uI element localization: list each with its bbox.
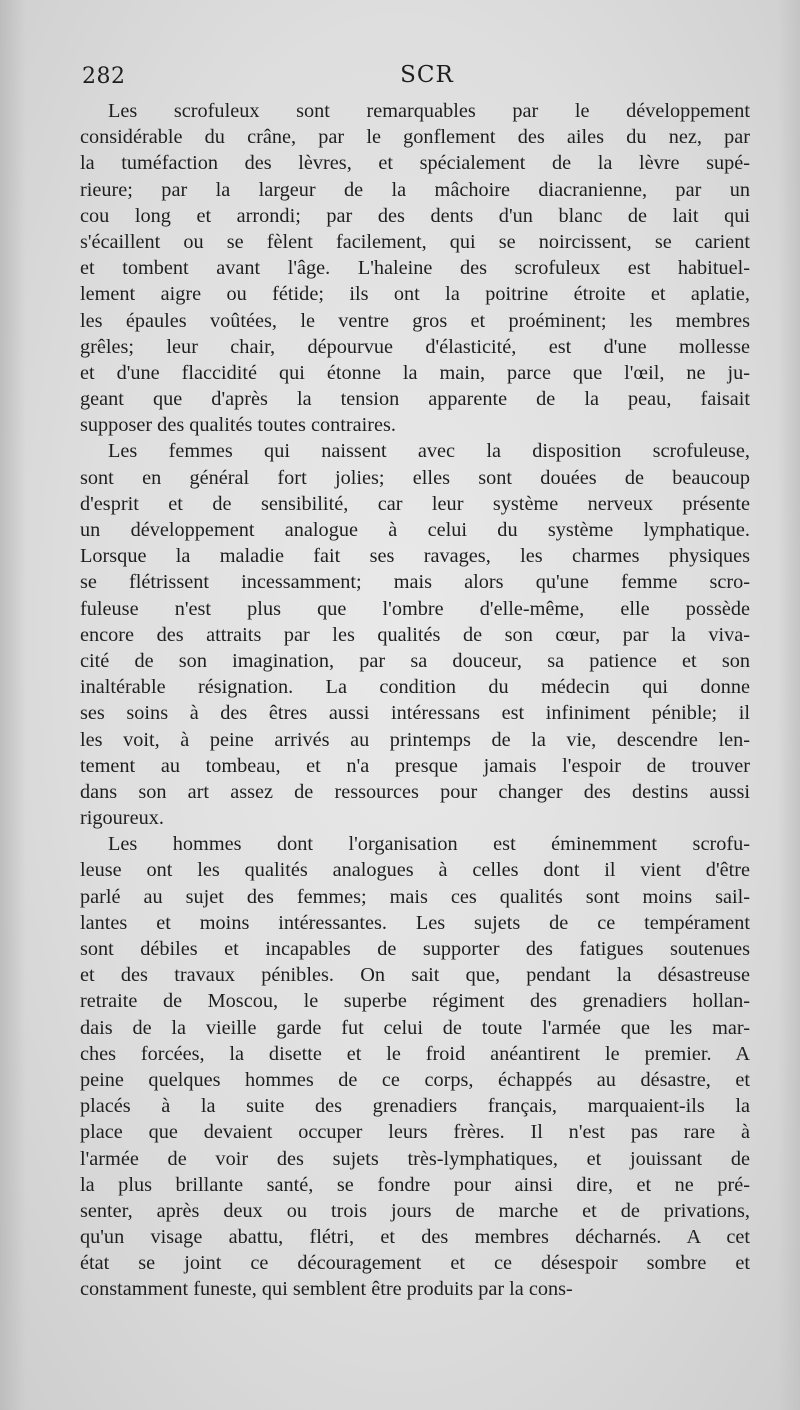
text-line: place que devaient occuper leurs frères. Il n'est pas rare à <box>80 1121 750 1144</box>
text-line: Les scrofuleux sont remarquables par le développement <box>108 100 750 122</box>
text-line: tement au tombeau, et n'a presque jamais l'espoir de trouver <box>80 754 750 777</box>
paragraph-1 <box>80 98 750 438</box>
text-line: senter, après deux ou trois jours de marche et de privations, <box>80 1199 750 1222</box>
text-line: leuse ont les qualités analogues à celles dont il vient d'être <box>80 859 750 882</box>
paragraph-3 <box>80 831 750 1302</box>
text-line: un développement analogue à celui du système lymphatique. <box>80 519 750 541</box>
text-line: rieure; par la largeur de la mâchoire diacranienne, par un <box>80 178 750 201</box>
running-head <box>82 62 750 96</box>
text-line: Les hommes dont l'organisation est éminemment scrofu- <box>108 833 750 856</box>
text-line: lement aigre ou fétide; ils ont la poitrine étroite et aplatie, <box>80 283 750 306</box>
text-line: fuleuse n'est plus que l'ombre d'elle-même, elle possède <box>80 597 750 620</box>
text-line: sont en général fort jolies; elles sont douées de beaucoup <box>80 466 750 489</box>
page-number: 282 <box>82 64 126 89</box>
text-line: inaltérable résignation. La condition du médecin qui donne <box>80 676 750 699</box>
text-line: lantes et moins intéressantes. Les sujets de ce tempérament <box>80 911 750 934</box>
paragraph-2 <box>80 438 750 831</box>
text-line: grêles; leur chair, dépourvue d'élasticité, est d'une mollesse <box>80 335 750 358</box>
text-line: Les femmes qui naissent avec la disposition scrofuleuse, <box>108 440 750 463</box>
text-line: se flétrissent incessamment; mais alors qu'une femme scro- <box>80 571 750 594</box>
text-line: les épaules voûtées, le ventre gros et proéminent; les membres <box>80 309 750 332</box>
text-line: l'armée de voir des sujets très-lymphatiques, et jouissant de <box>80 1147 750 1170</box>
text-line: considérable du crâne, par le gonflement des ailes du nez, par <box>80 126 750 149</box>
text-line: encore des attraits par les qualités de son cœur, par la viva- <box>80 623 750 646</box>
text-line: sont débiles et incapables de supporter des fatigues soutenues <box>80 938 750 960</box>
text-line: rigoureux. <box>80 807 164 830</box>
text-line: placés à la suite des grenadiers français, marquaient-ils la <box>80 1095 750 1118</box>
text-line: peine quelques hommes de ce corps, échappés au désastre, et <box>80 1068 750 1091</box>
running-title: SCR <box>400 62 454 88</box>
text-line: retraite de Moscou, le superbe régiment des grenadiers hollan- <box>80 990 750 1013</box>
text-line: la tuméfaction des lèvres, et spécialement de la lèvre supé- <box>80 152 750 175</box>
text-line: parlé au sujet des femmes; mais ces qualités sont moins sail- <box>80 885 750 908</box>
text-line: et tombent avant l'âge. L'haleine des scrofuleux est habituel- <box>80 257 750 280</box>
text-line: état se joint ce découragement et ce désespoir sombre et <box>80 1252 750 1275</box>
text-line: dans son art assez de ressources pour changer des destins aussi <box>80 780 750 803</box>
text-line: geant que d'après la tension apparente de la peau, faisait <box>80 388 750 411</box>
text-line: et d'une flaccidité qui étonne la main, parce que l'œil, ne ju- <box>80 361 750 384</box>
text-line: et des travaux pénibles. On sait que, pendant la désastreuse <box>80 964 750 987</box>
text-line: Lorsque la maladie fait ses ravages, les charmes physiques <box>80 545 750 568</box>
text-line: constamment funeste, qui semblent être produits par la cons- <box>80 1278 573 1301</box>
text-line: qu'un visage abattu, flétri, et des membres décharnés. A cet <box>80 1226 750 1249</box>
text-line: cité de son imagination, par sa douceur, sa patience et son <box>80 649 750 672</box>
body-text <box>80 98 750 1303</box>
text-line: s'écaillent ou se fèlent facilement, qui se noircissent, se carient <box>80 230 750 253</box>
text-line: dais de la vieille garde fut celui de toute l'armée que les mar- <box>80 1016 750 1039</box>
text-line: cou long et arrondi; par des dents d'un blanc de lait qui <box>80 204 750 227</box>
text-line: ses soins à des êtres aussi intéressans est infiniment pénible; il <box>80 702 750 725</box>
text-line: la plus brillante santé, se fondre pour ainsi dire, et ne pré- <box>80 1173 750 1196</box>
text-line: les voit, à peine arrivés au printemps de la vie, descendre len- <box>80 728 750 751</box>
text-line: d'esprit et de sensibilité, car leur système nerveux présente <box>80 492 750 515</box>
text-line: ches forcées, la disette et le froid anéantirent le premier. A <box>80 1042 750 1065</box>
text-line: supposer des qualités toutes contraires. <box>80 414 396 437</box>
